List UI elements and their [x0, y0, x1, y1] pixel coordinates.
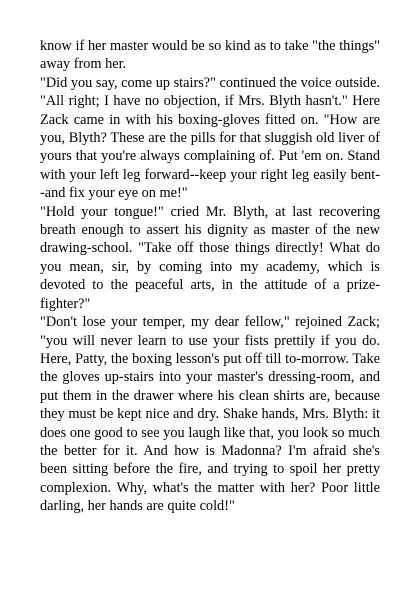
- page-text: [40, 37, 380, 516]
- paragraph-1: know if her master would be so kind as to take "the things" away from her.: [40, 38, 380, 73]
- paragraph-2: "Did you say, come up stairs?" continued the voice outside. "All right; I have no objection, if Mrs. Blyth hasn't." Here Zack came in with his boxing-gloves fitted on. "How are you, Blyth? These are the pills for that sluggish old liver of yours that you're always complaining of. Put 'em on. Stand with your left leg forward--keep your right leg easily bent--and fix your eye on me!": [40, 74, 380, 202]
- paragraph-3: "Hold your tongue!" cried Mr. Blyth, at last recovering breath enough to assert his dignity as master of the new drawing-school. "Take off those things directly! What do you mean, sir, by coming into my academy, which is devoted to the peaceful arts, in the attitude of a prize-fighter?": [40, 203, 380, 312]
- paragraph-4: "Don't lose your temper, my dear fellow," rejoined Zack; "you will never learn to use your fists prettily if you do. Here, Patty, the boxing lesson's put off till to-morrow. Take the gloves up-stairs into your master's dressing-room, and put them in the drawer where his clean shirts are, because they must be kept nice and dry. Shake hands, Mrs. Blyth: it does one good to see you laugh like that, you look so much the better for it. And how is Madonna? I'm afraid she's been sitting before the fire, and trying to spoil her pretty complexion. Why, what's the matter with her? Poor little darling, her hands are quite cold!": [40, 314, 380, 515]
